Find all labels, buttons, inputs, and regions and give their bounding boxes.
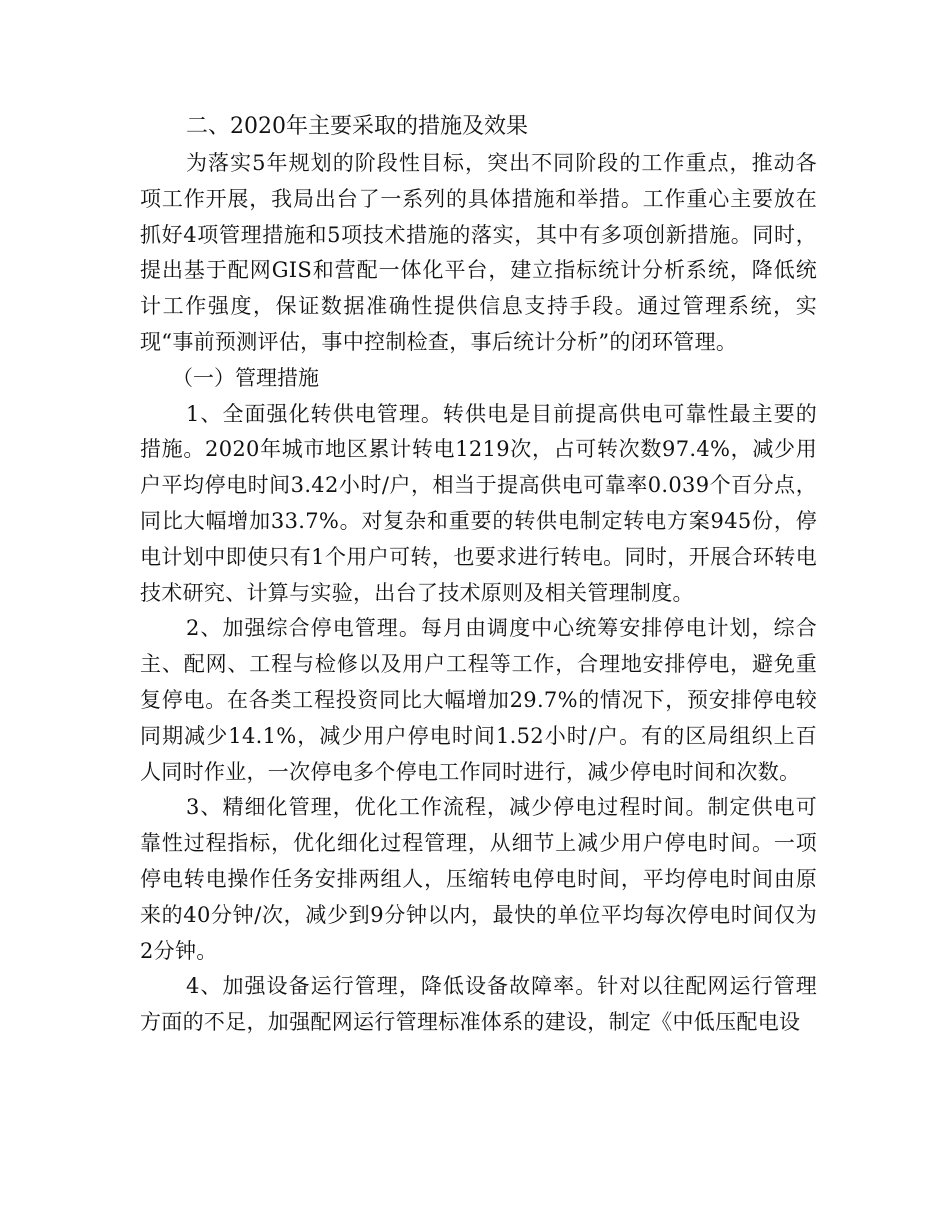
measure-item-4: 4、加强设备运行管理，降低设备故障率。针对以往配网运行管理方面的不足，加强配网运行管理标准体系的建设，制定《中低压配电设 — [140, 974, 817, 1035]
measure-item-2: 2、加强综合停电管理。每月由调度中心统筹安排停电计划，综合主、配网、工程与检修以及用户工程等工作，合理地安排停电，避免重复停电。在各类工程投资同比大幅增加29.7%的情况下，预安排停电较同期减少14.1%，减少用户停电时间1.52小时/户。有的区局组织上百人同时作业，一次停电多个停电工作同时进行，减少停电时间和次数。 — [140, 616, 817, 784]
intro-paragraph: 为落实5年规划的阶段性目标，突出不同阶段的工作重点，推动各项工作开展，我局出台了一系列的具体措施和举措。工作重心主要放在抓好4项管理措施和5项技术措施的落实，其中有多项创新措施。同时，提出基于配网GIS和营配一体化平台，建立指标统计分析系统，降低统计工作强度，保证数据准确性提供信息支持手段。通过管理系统，实现“事前预测评估，事中控制检查，事后统计分析”的闭环管理。 — [140, 151, 817, 354]
section-heading: 二、2020年主要采取的措施及效果 — [186, 114, 528, 139]
measure-item-3: 3、精细化管理，优化工作流程，减少停电过程时间。制定供电可靠性过程指标，优化细化过程管理，从细节上减少用户停电时间。一项停电转电操作任务安排两组人，压缩转电停电时间，平均停电时间由原来的40分钟/次，减少到9分钟以内，最快的单位平均每次停电时间仅为2分钟。 — [140, 795, 817, 963]
subsection-heading: （一）管理措施 — [172, 365, 319, 390]
measure-item-1: 1、全面强化转供电管理。转供电是目前提高供电可靠性最主要的措施。2020年城市地区累计转电1219次，占可转次数97.4%，减少用户平均停电时间3.42小时/户，相当于提高供电可靠率0.039个百分点，同比大幅增加33.7%。对复杂和重要的转供电制定转电方案945份，停电计划中即使只有1个用户可转，也要求进行转电。同时，开展合环转电技术研究、计算与实验，出台了技术原则及相关管理制度。 — [140, 401, 817, 605]
